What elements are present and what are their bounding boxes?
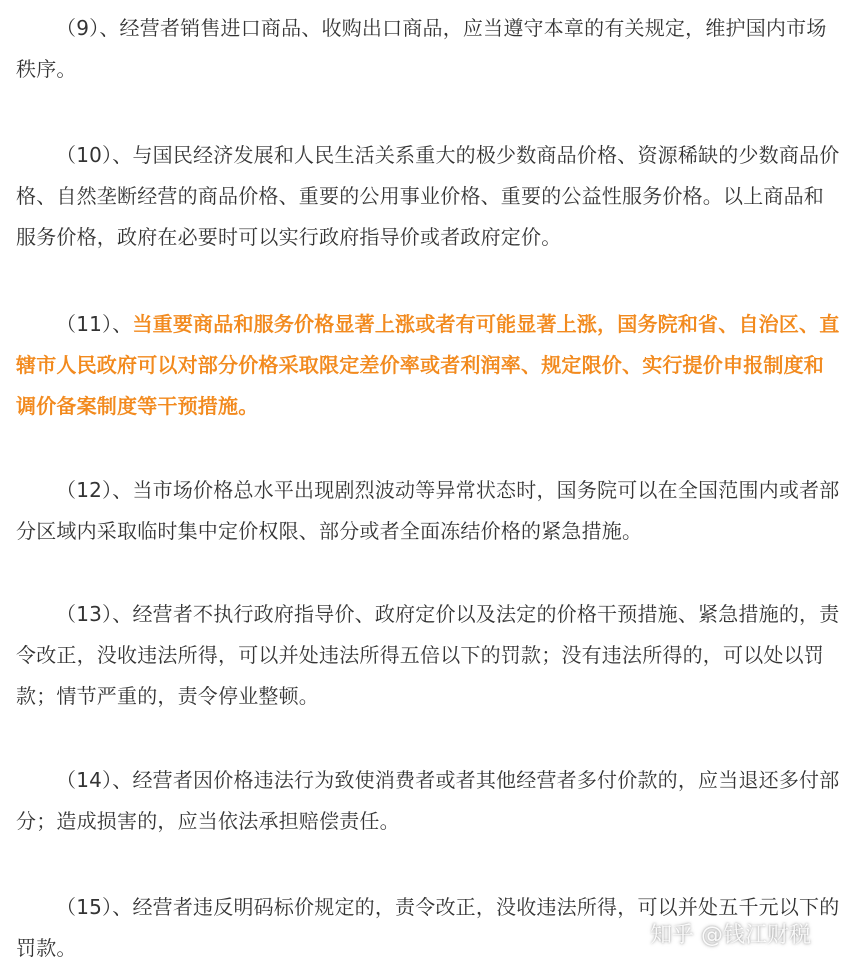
paragraph-15-number: （15） bbox=[56, 895, 113, 919]
paragraph-11-highlighted bbox=[16, 304, 842, 427]
paragraph-9-number: （9） bbox=[56, 16, 100, 40]
paragraph-9-text: 、经营者销售进口商品、收购出口商品，应当遵守本章的有关规定，维护国内市场秩序。 bbox=[16, 16, 827, 81]
paragraph-10-text: 、与国民经济发展和人民生活关系重大的极少数商品价格、资源稀缺的少数商品价格、自然垄断经营的商品价格、重要的公用事业价格、重要的公益性服务价格。以上商品和服务价格，政府在必要时可以实行政府指导价或者政府定价。 bbox=[16, 143, 840, 249]
paragraph-13-number: （13） bbox=[56, 602, 113, 626]
paragraph-14-text: 、经营者因价格违法行为致使消费者或者其他经营者多付价款的，应当退还多付部分；造成损害的，应当依法承担赔偿责任。 bbox=[16, 768, 840, 833]
paragraph-11-number: （11） bbox=[56, 312, 113, 336]
paragraph-11-prefix: 、 bbox=[112, 312, 133, 336]
paragraph-12 bbox=[16, 470, 842, 552]
paragraph-13 bbox=[16, 594, 842, 717]
paragraph-13-text: 、经营者不执行政府指导价、政府定价以及法定的价格干预措施、紧急措施的，责令改正，没收违法所得，可以并处违法所得五倍以下的罚款；没有违法所得的，可以处以罚款；情节严重的，责令停业整顿。 bbox=[16, 602, 840, 708]
paragraph-9 bbox=[16, 8, 842, 90]
paragraph-12-text: 、当市场价格总水平出现剧烈波动等异常状态时，国务院可以在全国范围内或者部分区域内采取临时集中定价权限、部分或者全面冻结价格的紧急措施。 bbox=[16, 478, 840, 543]
paragraph-14-number: （14） bbox=[56, 768, 113, 792]
paragraph-14 bbox=[16, 760, 842, 842]
paragraph-10-number: （10） bbox=[56, 143, 113, 167]
paragraph-15-text: 、经营者违反明码标价规定的，责令改正，没收违法所得，可以并处五千元以下的罚款。 bbox=[16, 895, 840, 960]
paragraph-12-number: （12） bbox=[56, 478, 113, 502]
zhihu-watermark: 知乎 @钱江财税 bbox=[650, 923, 811, 948]
paragraph-11-text: 当重要商品和服务价格显著上涨或者有可能显著上涨，国务院和省、自治区、直辖市人民政府可以对部分价格采取限定差价率或者利润率、规定限价、实行提价申报制度和调价备案制度等干预措施。 bbox=[16, 312, 840, 418]
paragraph-10 bbox=[16, 135, 842, 258]
